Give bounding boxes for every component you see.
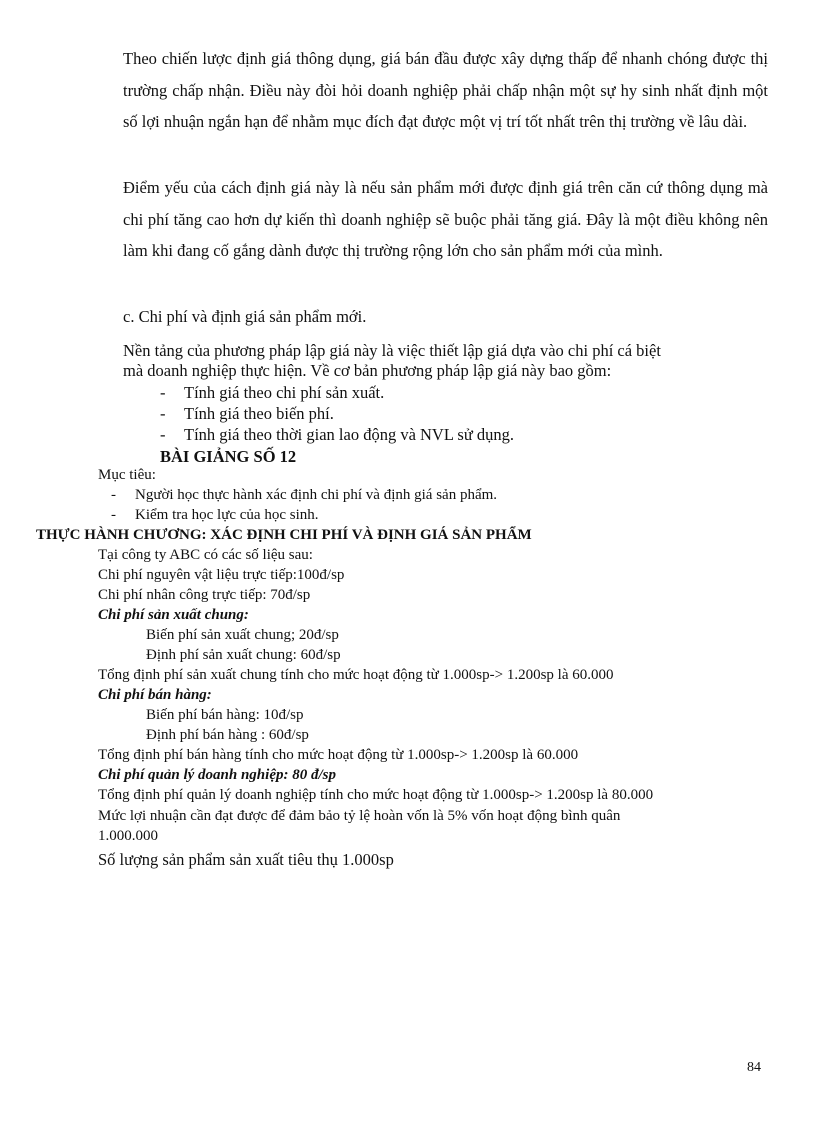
bullet-mark: - — [111, 507, 116, 523]
admin-label: Chi phí quản lý doanh nghiệp: 80 đ/sp — [98, 767, 336, 783]
selling-total-line: Tổng định phí bán hàng tính cho mức hoạt động từ 1.000sp-> 1.200sp là 60.000 — [98, 747, 579, 763]
direct-labor-line: Chi phí nhân công trực tiếp: 70đ/sp — [98, 587, 311, 603]
list-item-text: Kiểm tra học lực của học sinh. — [135, 507, 319, 523]
section-c-intro-line-2: mà doanh nghiệp thực hiện. Về cơ bản phương pháp lập giá này bao gồm: — [123, 361, 612, 380]
list-item-text: Tính giá theo chi phí sản xuất. — [184, 383, 385, 402]
bullet-mark: - — [111, 487, 116, 503]
admin-total-line: Tổng định phí quản lý doanh nghiệp tính cho mức hoạt động từ 1.000sp-> 1.200sp là 80.000 — [98, 787, 654, 803]
selling-fixed-line: Định phí bán hàng : 60đ/sp — [146, 727, 309, 743]
page-number: 84 — [747, 1060, 761, 1075]
bullet-mark: - — [160, 425, 166, 444]
list-item-text: Tính giá theo biến phí. — [184, 404, 334, 423]
paragraph-pricing-strategy: Theo chiến lược định giá thông dụng, giá bán đầu được xây dựng thấp để nhanh chóng được thị trường chấp nhận. Điều này đòi hỏi doanh nghiệp phải chấp nhận một sự hy sinh nhất định một số lợi nhuận ngắn hạn để nhằm mục đích đạt được một vị trí tốt nhất trên thị trường về lâu dài. — [123, 49, 768, 131]
overhead-fixed-line: Định phí sản xuất chung: 60đ/sp — [146, 647, 341, 663]
list-item — [111, 507, 319, 524]
objectives-label: Mục tiêu: — [98, 467, 156, 483]
list-item — [160, 404, 334, 424]
quantity-line: Số lượng sản phẩm sản xuất tiêu thụ 1.000sp — [98, 850, 394, 869]
practice-heading: THỰC HÀNH CHƯƠNG: XÁC ĐỊNH CHI PHÍ VÀ ĐỊNH GIÁ SẢN PHẨM — [36, 527, 532, 543]
selling-variable-line: Biến phí bán hàng: 10đ/sp — [146, 707, 304, 723]
profit-line-2: 1.000.000 — [98, 828, 158, 844]
list-item — [160, 425, 514, 445]
direct-material-line: Chi phí nguyên vật liệu trực tiếp:100đ/sp — [98, 567, 345, 583]
selling-label: Chi phí bán hàng: — [98, 687, 212, 703]
list-item — [160, 383, 384, 403]
overhead-total-line: Tổng định phí sản xuất chung tính cho mức hoạt động từ 1.000sp-> 1.200sp là 60.000 — [98, 667, 614, 683]
list-item-text: Người học thực hành xác định chi phí và định giá sản phẩm. — [135, 487, 498, 503]
paragraph-weakness: Điểm yếu của cách định giá này là nếu sản phẩm mới được định giá trên căn cứ thông dụng mà chi phí tăng cao hơn dự kiến thì doanh nghiệp sẽ buộc phải tăng giá. Đây là một điều không nên làm khi đang cố gắng dành được thị trường rộng lớn cho sản phẩm mới của mình. — [123, 178, 768, 260]
bullet-mark: - — [160, 383, 166, 402]
list-item — [111, 487, 497, 504]
section-c-intro-line-1: Nền tảng của phương pháp lập giá này là việc thiết lập giá dựa vào chi phí cá biệt — [123, 341, 661, 360]
lesson-title: BÀI GIẢNG SỐ 12 — [160, 447, 297, 466]
profit-line-1: Mức lợi nhuận cần đạt được để đảm bảo tỷ lệ hoàn vốn là 5% vốn hoạt động bình quân — [98, 808, 621, 824]
company-line: Tại công ty ABC có các số liệu sau: — [98, 547, 313, 563]
list-item-text: Tính giá theo thời gian lao động và NVL sử dụng. — [184, 425, 515, 444]
section-c-heading: c. Chi phí và định giá sản phẩm mới. — [123, 307, 367, 326]
bullet-mark: - — [160, 404, 166, 423]
overhead-variable-line: Biến phí sản xuất chung; 20đ/sp — [146, 627, 339, 643]
overhead-label: Chi phí sản xuất chung: — [98, 607, 249, 623]
